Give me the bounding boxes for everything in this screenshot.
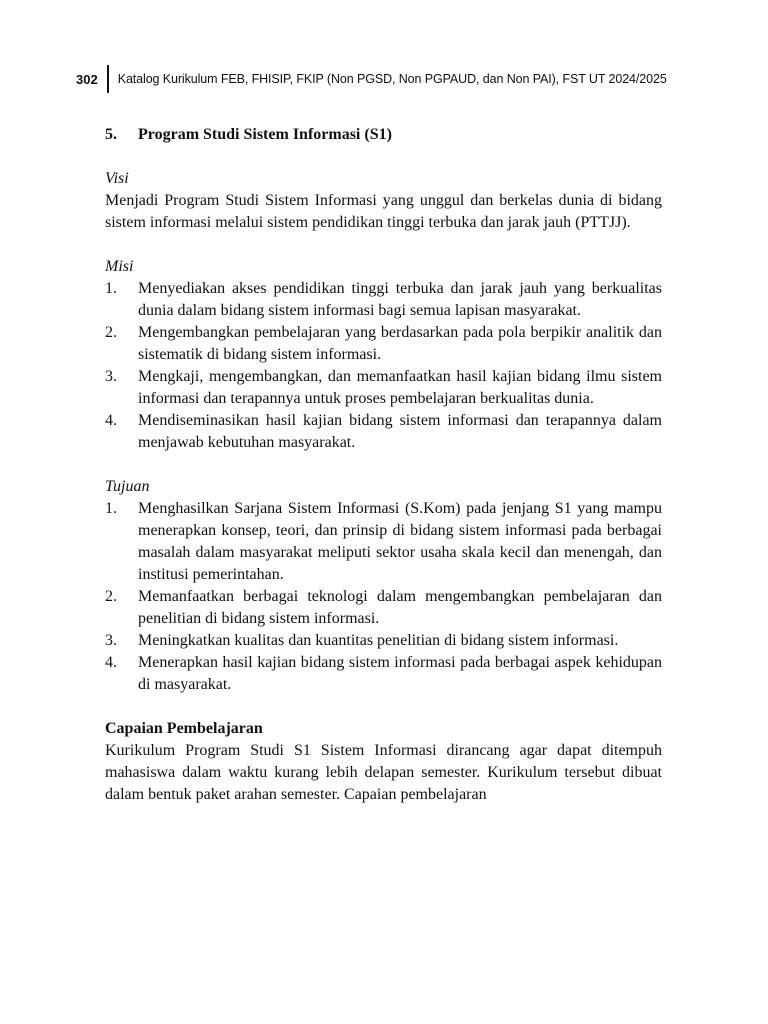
tujuan-heading: Tujuan	[105, 478, 150, 495]
list-item	[105, 278, 662, 322]
running-title: Katalog Kurikulum FEB, FHISIP, FKIP (Non PGSD, Non PGPAUD, dan Non PAI), FST UT 2024/2025	[117, 72, 667, 86]
visi-heading: Visi	[105, 170, 129, 187]
list-text: Mengkaji, mengembangkan, dan memanfaatkan hasil kajian bidang ilmu sistem informasi dan terapannya untuk proses pembelajaran berkualitas dunia.	[138, 368, 662, 407]
list-number: 1.	[105, 500, 117, 517]
list-item	[105, 630, 662, 652]
list-number: 2.	[105, 588, 117, 605]
list-item	[105, 410, 662, 454]
misi-list	[105, 278, 662, 454]
list-item	[105, 652, 662, 696]
visi-text: Menjadi Program Studi Sistem Informasi yang unggul dan berkelas dunia di bidang sistem informasi melalui sistem pendidikan tinggi terbuka dan jarak jauh (PTTJJ).	[105, 192, 662, 231]
list-number: 1.	[105, 280, 117, 297]
list-number: 3.	[105, 368, 117, 385]
section-title: Program Studi Sistem Informasi (S1)	[138, 126, 392, 143]
page-number: 302	[76, 71, 98, 87]
header-divider	[107, 65, 109, 93]
list-text: Menerapkan hasil kajian bidang sistem informasi pada berbagai aspek kehidupan di masyarakat.	[138, 654, 662, 693]
list-text: Mengembangkan pembelajaran yang berdasarkan pada pola berpikir analitik dan sistematik di bidang sistem informasi.	[138, 324, 662, 363]
capaian-text: Kurikulum Program Studi S1 Sistem Informasi dirancang agar dapat ditempuh mahasiswa dalam waktu kurang lebih delapan semester. Kurikulum tersebut dibuat dalam bentuk paket arahan semester. Capaian pembelajaran	[105, 742, 662, 803]
list-item	[105, 366, 662, 410]
page-header	[76, 64, 667, 94]
section-number: 5.	[105, 126, 117, 143]
list-item	[105, 586, 662, 630]
page-content	[105, 124, 662, 806]
list-text: Menghasilkan Sarjana Sistem Informasi (S.Kom) pada jenjang S1 yang mampu menerapkan konsep, teori, dan prinsip di bidang sistem informasi pada berbagai masalah dalam masyarakat meliputi sektor usaha skala kecil dan menengah, dan institusi pemerintahan.	[138, 500, 662, 583]
list-number: 4.	[105, 654, 117, 671]
misi-heading: Misi	[105, 258, 134, 275]
tujuan-list	[105, 498, 662, 696]
list-item	[105, 322, 662, 366]
list-number: 3.	[105, 632, 117, 649]
list-text: Memanfaatkan berbagai teknologi dalam mengembangkan pembelajaran dan penelitian di bidang sistem informasi.	[138, 588, 662, 627]
list-text: Menyediakan akses pendidikan tinggi terbuka dan jarak jauh yang berkualitas dunia dalam bidang sistem informasi bagi semua lapisan masyarakat.	[138, 280, 662, 319]
list-text: Mendiseminasikan hasil kajian bidang sistem informasi dan terapannya dalam menjawab kebutuhan masyarakat.	[138, 412, 662, 451]
list-number: 4.	[105, 412, 117, 429]
list-text: Meningkatkan kualitas dan kuantitas penelitian di bidang sistem informasi.	[138, 632, 619, 649]
capaian-heading: Capaian Pembelajaran	[105, 720, 263, 737]
list-number: 2.	[105, 324, 117, 341]
section-heading	[105, 124, 662, 146]
list-item	[105, 498, 662, 586]
